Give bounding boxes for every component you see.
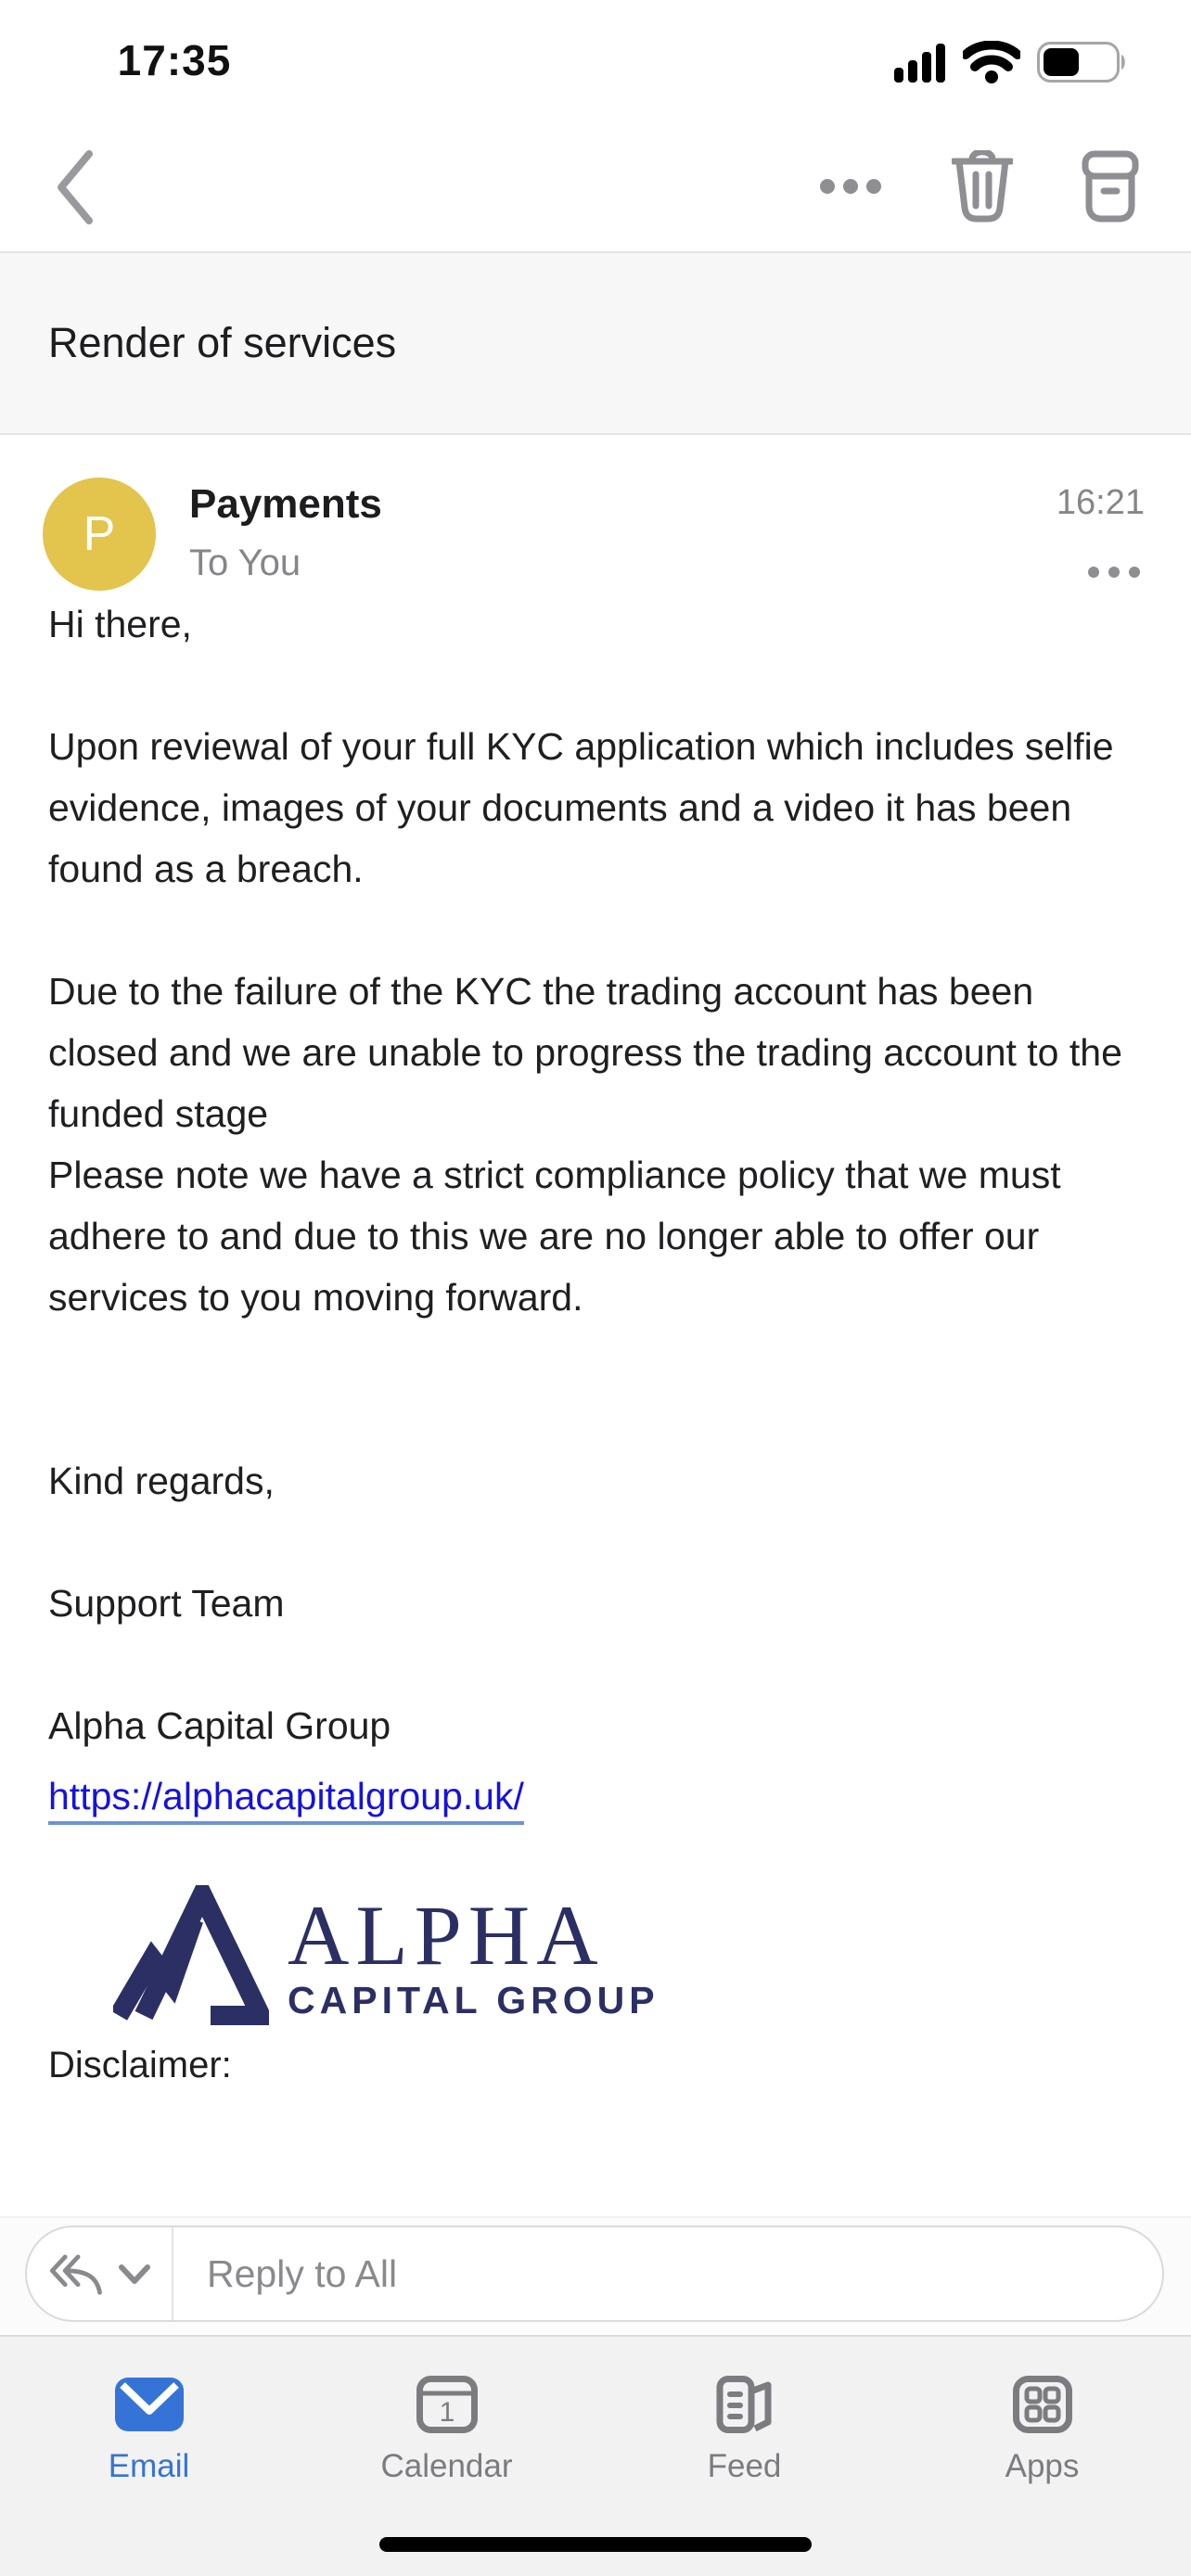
archive-button[interactable]: [1082, 150, 1139, 223]
home-indicator[interactable]: [379, 2537, 812, 2552]
signature-line: Support Team: [48, 1582, 285, 1625]
back-button[interactable]: [54, 147, 109, 228]
company-link[interactable]: https://alphacapitalgroup.uk/: [48, 1771, 524, 1825]
status-time: 17:35: [117, 36, 232, 84]
apps-grid-icon: [1013, 2376, 1072, 2433]
logo-subtitle: CAPITAL GROUP: [288, 1978, 660, 2021]
sender-avatar[interactable]: P: [43, 478, 156, 591]
signature-line: Alpha Capital Group: [48, 1704, 391, 1747]
tab-label: Feed: [707, 2448, 782, 2484]
archive-icon: [1082, 150, 1139, 223]
ellipsis-icon: [818, 177, 883, 196]
email-icon: [113, 2376, 186, 2433]
body-paragraph: Please note we have a strict compliance policy that we must adhere to and due to this we are no longer able to offer our services to you moving forward.: [48, 1154, 1061, 1319]
tab-label: Email: [108, 2448, 190, 2484]
delete-button[interactable]: [952, 150, 1013, 223]
tab-apps[interactable]: [893, 2337, 1191, 2576]
logo-text: [288, 1887, 660, 2021]
tab-label: Calendar: [380, 2448, 513, 2484]
cellular-signal-icon: [894, 42, 946, 83]
reply-pill[interactable]: [25, 2225, 1164, 2322]
status-bar: [0, 0, 1191, 121]
nav-bar: [0, 121, 1191, 251]
status-icons: [894, 41, 1130, 83]
message-time: 16:21: [1056, 483, 1145, 522]
ellipsis-icon: [1087, 566, 1141, 579]
reply-input[interactable]: Reply to All: [207, 2251, 398, 2295]
message-more-button[interactable]: [1087, 554, 1141, 591]
reply-mode-selector[interactable]: [27, 2227, 173, 2320]
feed-icon: [712, 2376, 777, 2433]
tab-label: Apps: [1005, 2448, 1080, 2484]
more-button[interactable]: [818, 177, 883, 196]
calendar-icon: [416, 2376, 478, 2433]
body-paragraph: Hi there,: [48, 603, 192, 645]
signature-line: Kind regards,: [48, 1460, 275, 1502]
subject-title: Render of services: [48, 319, 397, 366]
tab-email[interactable]: [0, 2337, 298, 2576]
wifi-icon: [963, 41, 1020, 83]
reply-bar: [0, 2216, 1191, 2335]
mountain-logo-icon: [113, 1885, 269, 2026]
nav-actions: [818, 145, 1139, 228]
message-body: [48, 593, 1143, 2096]
subject-band: [0, 251, 1191, 435]
chevron-down-icon: [118, 2263, 151, 2285]
trash-icon: [952, 150, 1013, 223]
logo-word: ALPHA: [288, 1887, 605, 1983]
reply-all-icon: [47, 2252, 107, 2295]
recipient-label[interactable]: To You: [189, 542, 301, 583]
body-paragraph: Upon reviewal of your full KYC application which includes selfie evidence, images of your documents and a video it has been found as a breach.: [48, 725, 1114, 890]
chevron-left-icon: [54, 150, 95, 224]
body-paragraph: Due to the failure of the KYC the trading account has been closed and we are unable to progress the trading account to the funded stage: [48, 970, 1122, 1135]
company-logo: [113, 1877, 1143, 2034]
sender-name: Payments: [189, 481, 382, 527]
svg-text:1: 1: [439, 2397, 455, 2428]
battery-icon: [1037, 42, 1130, 83]
disclaimer-label: Disclaimer:: [48, 2045, 232, 2085]
